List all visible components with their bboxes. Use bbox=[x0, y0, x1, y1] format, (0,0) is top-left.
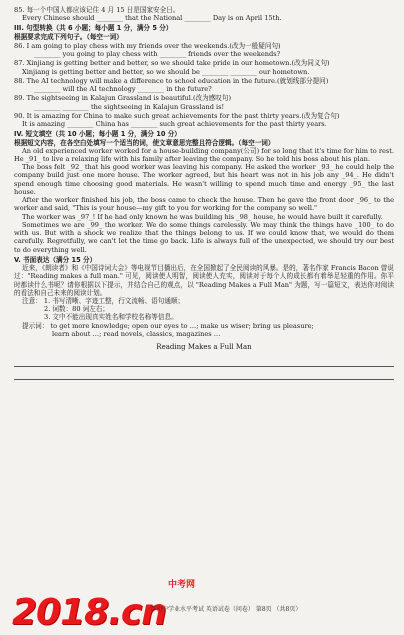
hint-line-1: to get more knowledge; open our eyes to …; make us wiser; bring us pleasure; bbox=[50, 321, 314, 330]
q89-answer-line: ________ ________ the sightseeing in Kalajun Grassland is! bbox=[34, 102, 225, 111]
section4-title: IV. 短文填空（共 10 小题；每小题 1 分，满分 10 分） bbox=[14, 130, 181, 139]
q87-prompt: 87. Xinjiang is getting better and better, so we should take pride in our hometown.(改为同义句) bbox=[14, 59, 330, 68]
section4-instruction: 根据短文内容，在各空白处填写一个适当的词，使文章意思完整且符合逻辑。（每空一词） bbox=[14, 138, 275, 147]
passage-paragraph-4: The worker was _97_! If he had only known he was building his _98_ house, he would have built it carefully. bbox=[22, 212, 383, 221]
hint-line-2: learn about …; read novels, classics, magazines … bbox=[52, 329, 221, 338]
q88-answer-line: ________ will the AI technology ________ in the future? bbox=[34, 85, 212, 94]
notes-block bbox=[14, 297, 394, 305]
q89-prompt: 89. The sightseeing in Kalajun Grassland is beautiful.(改为感叹句) bbox=[14, 94, 232, 103]
answer-lines bbox=[14, 354, 394, 380]
section5-title: V. 书面表达（满分 15 分） bbox=[14, 255, 97, 264]
answer-line[interactable] bbox=[14, 367, 394, 380]
note-1: 1. 书写清晰、字迹工整，行文流畅、语句通顺； bbox=[43, 296, 185, 305]
q87-answer-line: Xinjiang is getting better and better, so we should be ________ ________ our hometown. bbox=[22, 67, 310, 76]
passage-paragraph-3: After the worker finished his job, the boss came to check the house. Then he gave the front door _96_ to the worker and said, "This is your house—my gift to you for working for the company so well." bbox=[14, 196, 394, 213]
hints-label: 提示词： bbox=[22, 321, 49, 330]
essay-title: Reading Makes a Full Man bbox=[156, 343, 252, 352]
q86-answer-line: ________ you going to play chess with ________ friends over the weekends? bbox=[34, 50, 281, 59]
passage-paragraph-2: The boss felt _92_ that his good worker was leaving his company. He asked the worker _93_ he could help the company build just one more house. The worker agreed, but his heart was not in his job any _94_. He didn't spend enough time choosing good materials. He wasn't willing to spend much time and energy _95_ the last house. bbox=[14, 163, 394, 196]
note-3: 3. 文中不能出现真实姓名和学校名称等信息。 bbox=[44, 313, 178, 322]
q85-prompt: 85. 每一个中国人都应该记住 4 月 15 日是国家安全日。 bbox=[14, 6, 180, 14]
hints-block bbox=[14, 322, 394, 330]
notes-label: 注意： bbox=[22, 296, 42, 305]
section3-title: III. 句型转换（共 6 小题；每小题 1 分，满分 5 分） bbox=[14, 24, 173, 33]
site-badge: 中考网 bbox=[168, 580, 196, 590]
q90-prompt: 90. It is amazing for China to make such great achievements for the past thirty years.(改为复合句) bbox=[14, 111, 340, 120]
exam-page bbox=[14, 6, 394, 380]
section3-instruction: 根据要求完成下列句子。（每空一词） bbox=[14, 32, 123, 41]
site-logo: 2018.cn bbox=[12, 592, 166, 633]
writing-prompt: 近来，《朗读者》和《中国诗词大会》等电视节目播出后，在全国掀起了全民阅读的风暴。是的，著名作家 Francis Bacon 曾说过："Reading makes a full man." 可见，阅读使人明智，阅读使人充实，阅读对于每个人的成长都有着举足轻重的作用。你平时都读什么书呢？请你根据以下提示，并结合自己的观点，以 "Reading Makes a Full Man" 为题，写一篇短文，表达你对阅读的看法和自己未来的阅读计划。 bbox=[14, 264, 394, 297]
answer-line[interactable] bbox=[14, 354, 394, 367]
q88-prompt: 88. The AI technology will make a difference to school education in the future.(就划线部分提问) bbox=[14, 76, 329, 85]
footer bbox=[0, 580, 404, 633]
q86-prompt: 86. I am going to play chess with my friends over the weekends.(改为一般疑问句) bbox=[14, 41, 281, 50]
q85-sentence: Every Chinese should ________ that the National ________ Day is on April 15th. bbox=[22, 14, 282, 23]
page-footer-text: 年初中学业水平考试 英语试卷（问卷） 第8页 （共8页） bbox=[150, 606, 302, 613]
note-2: 2. 词数：80 词左右； bbox=[44, 305, 110, 314]
passage-paragraph-5: Sometimes we are _99_ the worker. We do some things carelessly. We may think the things have _100_ to do with us. But with a shock we realize that the things belong to us. If we could know that, we would do them carefully. Regretfully, we can't let the time go back. Life is always full of the unexpected, we should try our best to do everything well. bbox=[14, 220, 394, 254]
q90-answer-line: It is amazing ________ China has ________ such great achievements for the past thirty years. bbox=[22, 120, 327, 129]
passage-paragraph-1: An old experienced worker worked for a house-building company(公司) for so long that it's time for him to rest. He _91_ to live a relaxing life with his family after leaving the company. So he told his boss about his plan. bbox=[14, 146, 394, 163]
